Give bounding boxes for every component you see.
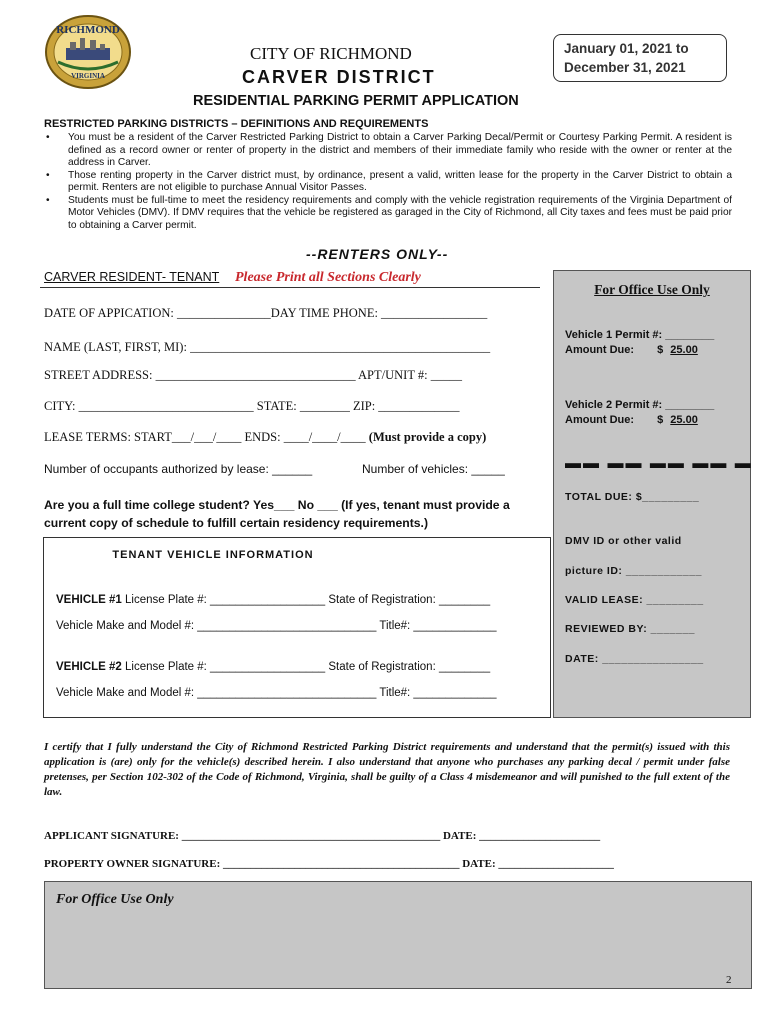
tenant-vehicle-title: TENANT VEHICLE INFORMATION xyxy=(112,549,314,561)
vehicle2-plate-field[interactable] xyxy=(56,661,490,673)
student-question-line2: current copy of schedule to fulfill certain residency requirements.) xyxy=(44,516,429,530)
date-phone-field[interactable]: DATE OF APPICATION: _______________DAY TIME PHONE: _________________ xyxy=(44,306,488,320)
seal-top-text: RICHMOND xyxy=(56,24,120,36)
resident-type-label xyxy=(44,270,219,284)
street-address-field[interactable]: STREET ADDRESS: ________________________________ APT/UNIT #: _____ xyxy=(44,368,462,382)
lease-terms-text: LEASE TERMS: START___/___/____ ENDS: ____/____/____ xyxy=(44,430,366,444)
vehicle1-amount-row xyxy=(565,343,714,358)
vehicle2-plate-text: License Plate #: __________________ State of Registration: ________ xyxy=(121,661,491,673)
vehicle2-dollar: $ xyxy=(657,414,664,426)
dashed-separator: ▬▬ ▬▬ ▬▬ ▬▬ ▬ xyxy=(565,455,753,472)
renters-only-banner: --RENTERS ONLY-- xyxy=(306,246,449,262)
vehicle1-permit-block xyxy=(565,328,714,358)
resident-type-text: CARVER RESIDENT- TENANT xyxy=(44,270,220,284)
definitions-heading: RESTRICTED PARKING DISTRICTS – DEFINITIONS AND REQUIREMENTS xyxy=(44,118,429,130)
vehicle1-amount-label: Amount Due: xyxy=(565,344,635,356)
permit-period-box xyxy=(553,34,727,82)
vehicle2-amount-value: 25.00 xyxy=(670,414,698,426)
vehicles-count-field[interactable]: Number of vehicles: _____ xyxy=(362,462,505,476)
bottom-office-use-title: For Office Use Only xyxy=(56,892,174,907)
period-start: January 01, 2021 to xyxy=(564,41,689,56)
vehicle1-label: VEHICLE #1 xyxy=(56,594,122,606)
picture-id-field[interactable]: picture ID: ____________ xyxy=(565,565,702,577)
vehicle1-make-field[interactable]: Vehicle Make and Model #: ____________________________ Title#: _____________ xyxy=(56,620,497,632)
city-seal-logo xyxy=(44,14,132,90)
definition-bullet-3: • Students must be full-time to meet the residency requirements and comply with the vehicle registration requirements of the Virginia Department of Motor Vehicles (DMV). If DMV requires that the vehicle be registered as garaged in the City of Richmond, all City taxes and fees must be paid prior to obtaining a Carver permit. xyxy=(44,195,732,233)
student-question-line1: Are you a full time college student? Yes___ No ___ (If yes, tenant must provide a xyxy=(44,498,510,512)
vehicle2-make-field[interactable]: Vehicle Make and Model #: ____________________________ Title#: _____________ xyxy=(56,687,497,699)
print-notice: Please Print all Sections Clearly xyxy=(235,270,421,285)
reviewed-by-field[interactable]: REVIEWED BY: _______ xyxy=(565,623,696,635)
office-use-title: For Office Use Only xyxy=(594,282,710,297)
city-state-zip-field[interactable]: CITY: ____________________________ STATE: ________ ZIP: _____________ xyxy=(44,399,460,413)
vehicle2-permit-block xyxy=(565,398,714,428)
valid-lease-field[interactable]: VALID LEASE: _________ xyxy=(565,594,704,606)
vehicle2-amount-label: Amount Due: xyxy=(565,414,635,426)
vehicle2-permit-field[interactable]: Vehicle 2 Permit #: ________ xyxy=(565,399,715,411)
occupants-field[interactable]: Number of occupants authorized by lease: ______ xyxy=(44,462,313,476)
dmv-id-label: DMV ID or other valid xyxy=(565,535,682,547)
owner-signature-field[interactable]: PROPERTY OWNER SIGNATURE: ___________________________________________ DATE: _____________________ xyxy=(44,858,614,870)
lease-copy-note: (Must provide a copy) xyxy=(368,430,487,444)
total-due-field[interactable]: TOTAL DUE: $_________ xyxy=(565,491,700,503)
vehicle2-label: VEHICLE #2 xyxy=(56,661,122,673)
vehicle1-permit-field[interactable]: Vehicle 1 Permit #: ________ xyxy=(565,329,715,341)
office-date-field[interactable]: DATE: ________________ xyxy=(565,653,704,665)
application-title: RESIDENTIAL PARKING PERMIT APPLICATION xyxy=(193,93,519,109)
name-field[interactable]: NAME (LAST, FIRST, MI): ________________________________________________ xyxy=(44,340,491,354)
vehicle1-plate-field[interactable] xyxy=(56,594,490,606)
definitions-list xyxy=(44,132,732,232)
vehicle1-plate-text: License Plate #: __________________ State of Registration: ________ xyxy=(121,594,491,606)
district-title: CARVER DISTRICT xyxy=(242,67,436,87)
vehicle2-amount-row xyxy=(565,413,714,428)
section-divider xyxy=(40,287,540,288)
lease-terms-field[interactable] xyxy=(44,430,486,445)
applicant-signature-field[interactable]: APPLICANT SIGNATURE: _______________________________________________ DATE: ______________________ xyxy=(44,830,601,842)
definition-bullet-2: • Those renting property in the Carver district must, by ordinance, present a valid, written lease for the property in the Carver District to obtain a permit. Renters are not eligible to purchase Annual Visitor Passes. xyxy=(44,170,732,195)
vehicle1-dollar: $ xyxy=(657,344,664,356)
vehicle1-amount-value: 25.00 xyxy=(670,344,698,356)
city-title: CITY OF RICHMOND xyxy=(250,44,412,63)
definition-bullet-1: • You must be a resident of the Carver Restricted Parking District to obtain a Carver Parking Decal/Permit or Courtesy Parking Permit. A resident is defined as a record owner or renter of property in the district and members of their immediate family who reside with the owner or renter at the address in Carver. xyxy=(44,132,732,170)
page-number: 2 xyxy=(726,974,732,986)
seal-bottom-text: VIRGINIA xyxy=(71,72,105,80)
period-end: December 31, 2021 xyxy=(564,60,686,75)
certification-statement: I certify that I fully understand the City of Richmond Restricted Parking District requirements and understand that the permit(s) issued with this application is (are) only for the vehicle(s) described herein. I also understand that anyone who purchases any parking decal / permit under false pretenses, per Section 102-302 of the Code of Richmond, Virginia, shall be guilty of a Class 4 misdemeanor and will punished to the full extent of the law. xyxy=(44,741,730,798)
